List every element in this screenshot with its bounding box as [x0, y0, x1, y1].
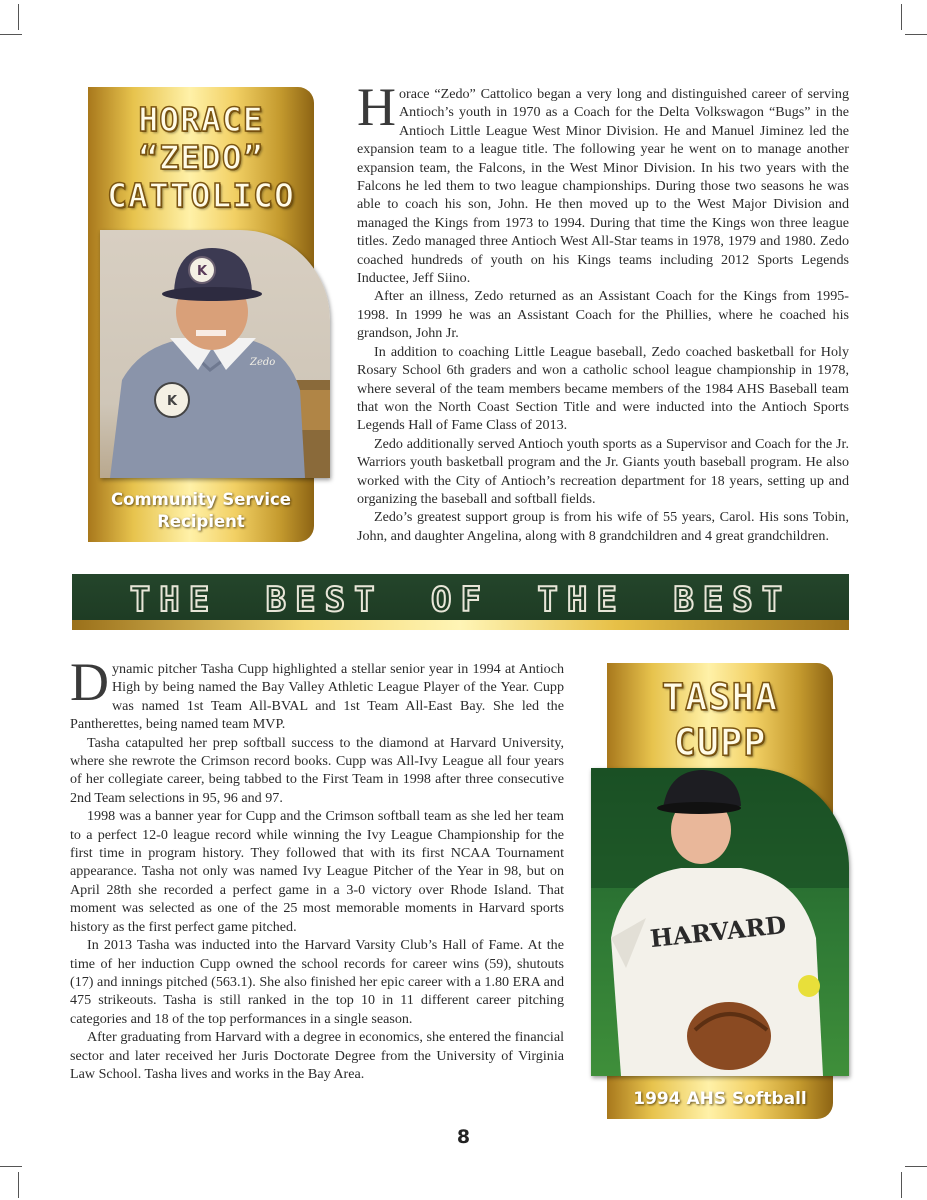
bio-paragraph: After graduating from Harvard with a degree in economics, she entered the financial sector and later received her Juris Doctorate Degree from the University of Virginia Law School. Tasha lives and works in the Bay Area.	[70, 1029, 564, 1082]
bio-paragraph: In 2013 Tasha was inducted into the Harvard Varsity Club’s Hall of Fame. At the time of her induction Cupp owned the school records for career wins (59), shutouts (17) and innings pitched (563.1). She also finished her epic career with a 1.80 ERA and 475 strikeouts. Tasha is still ranked in the top 10 in 11 different career pitching categories and 18 of the top performances in a single season.	[70, 937, 564, 1027]
inductee-name: TASHA CUPP	[661, 676, 779, 764]
banner-title: THE BEST OF THE BEST	[129, 580, 792, 620]
banner-gold-rule	[72, 620, 849, 630]
inductee-bio	[357, 77, 849, 545]
jacket-script-text: Zedo	[250, 357, 276, 368]
inductee-photo	[100, 230, 330, 478]
bio-paragraph: Horace “Zedo” Cattolico began a very long and distinguished career of serving Antioch’s youth in 1970 as a Coach for the Delta Volkswagon “Bugs” in the Antioch Little League West Minor Division. He and Manuel Jiminez led the expansion team to a league title. The following year he went on to manage another expansion team, the Falcons, in the West Minor Division. In his two years with the Falcons he led them to two league championships. During those two seasons he was able to coach his son, John. He then moved up to the West Major Division and managed the Kings from 1973 to 1994. During that time the Kings won three league titles. Zedo managed three Antioch West All-Star teams in 1978, 1979 and 1980. Zedo coached hundreds of youth on his Kings teams including 2012 Sports Legends Inductee, Jeff Siino.	[357, 77, 849, 287]
section-banner	[72, 574, 849, 620]
crop-mark	[18, 4, 19, 30]
award-caption: 1994 AHS Softball	[633, 1089, 807, 1109]
page-number: 8	[456, 1126, 471, 1148]
cap-logo-text: K	[196, 264, 208, 279]
crop-mark	[0, 34, 22, 35]
crop-mark	[901, 1172, 902, 1198]
crop-mark	[0, 1166, 22, 1167]
jersey-text: HARVARD	[648, 909, 788, 954]
crop-mark	[905, 34, 927, 35]
inductee-photo	[591, 768, 849, 1076]
bio-paragraph: 1998 was a banner year for Cupp and the Crimson softball team as she led her team to a perfect 12-0 league record while winning the Ivy League Championship for the first time in program history. They followed that with its first NCAA Tournament appearance. Tasha not only was named Ivy League Pitcher of the Year in 98, but on April 28th she recorded a perfect game in a 3-0 victory over Rhode Island. That moment was selected as one of the 25 most memorable moments in Harvard sports history as the first perfect game pitched.	[70, 808, 564, 935]
patch-logo-text: K	[166, 394, 178, 409]
crop-mark	[18, 1172, 19, 1198]
bio-paragraph: After an illness, Zedo returned as an Assistant Coach for the Kings from 1995-1998. In 1999 he was an Assistant Coach for the Phillies, where he coached his grandson, John Jr.	[357, 288, 849, 342]
softball-photo-illustration	[591, 768, 849, 1076]
inductee-bio	[70, 652, 564, 1083]
bio-paragraph: Tasha catapulted her prep softball success to the diamond at Harvard University, where she rewrote the Crimson record books. Cupp was All-Ivy League all four years of her collegiate career, being tabbed to the First Team in 1998 after three consecutive 2nd Team selections in 95, 96 and 97.	[70, 734, 564, 806]
inductee-name: HORACE “ZEDO” CATTOLICO	[107, 100, 295, 215]
drop-cap: D	[70, 652, 109, 712]
coach-photo-illustration	[100, 230, 330, 478]
crop-mark	[905, 1166, 927, 1167]
bio-paragraph: Dynamic pitcher Tasha Cupp highlighted a stellar senior year in 1994 at Antioch High by being named the Bay Valley Athletic League Player of the Year. Cupp was named 1st Team All-BVAL and 1st Team All-East Bay. She led the Pantherettes, being named team MVP.	[70, 652, 564, 733]
bio-paragraph: In addition to coaching Little League baseball, Zedo coached basketball for Holy Rosary School 6th graders and won a catholic school league championship in 1978, where several of the team members became members of the 1984 AHS Baseball team that won the North Coast Section Title and were inducted into the Antioch Sports Legends Hall of Fame Class of 2013.	[357, 343, 849, 434]
award-caption: Community Service Recipient	[111, 490, 291, 531]
bio-paragraph: Zedo’s greatest support group is from his wife of 55 years, Carol. His sons Tobin, John, and daughter Angelina, along with 8 grandchildren and 4 great grandchildren.	[357, 509, 849, 544]
drop-cap: H	[357, 77, 396, 137]
crop-mark	[901, 4, 902, 30]
bio-paragraph: Zedo additionally served Antioch youth sports as a Supervisor and Coach for the Jr. Warriors youth basketball program and the Jr. Giants youth baseball program. He also worked with the City of Antioch’s recreation department for 18 years, setting up and organizing the baseball and softball fields.	[357, 435, 849, 507]
